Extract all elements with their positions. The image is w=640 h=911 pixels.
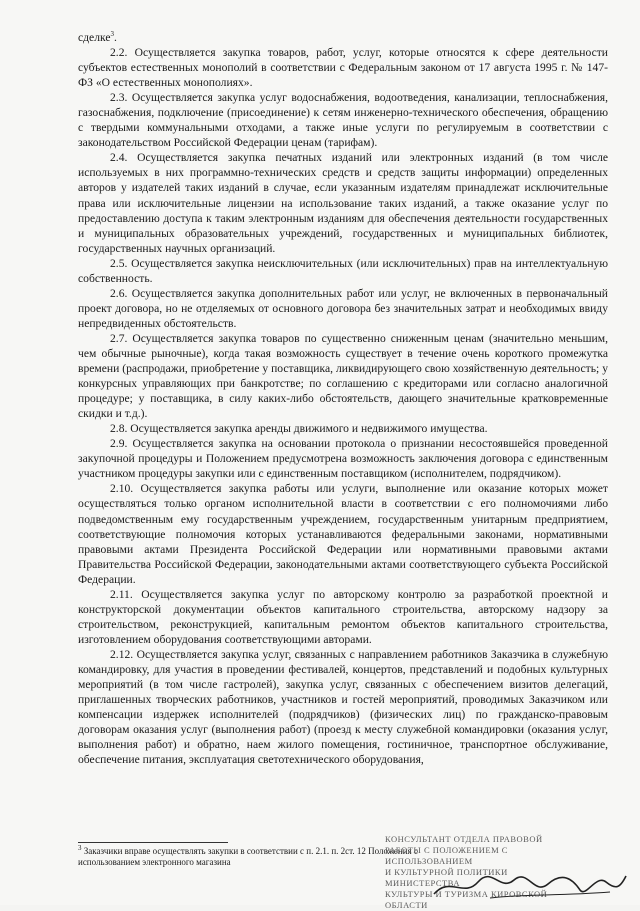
paragraph-text: 2.6. Осуществляется закупка дополнительных работ или услуг, не включенных в первоначальный проект договора, но не отделяемых от основного договора без значительных затрат и необходимых ввиду непредвиденных обстоятельств. [78, 286, 608, 330]
paragraph [78, 286, 608, 331]
document-body [78, 30, 608, 767]
paragraph-text: 2.12. Осуществляется закупка услуг, связанных с направлением работников Заказчика в служебную командировку, для участия в проведении фестивалей, концертов, представлений и подобных культурных мероприятий (в том числе гастролей), закупка услуг, связанных с обеспечением визитов делегаций, приглашенных творческих работников, участников и гостей мероприятий, проводимых Заказчиком или компенсации издержек исполнителей (подрядчиков) (физических лиц) по гражданско-правовым договорам оказания услуг (выполнения работ) (проезд к месту служебной командировки (оказания услуг, выполнения работ) и обратно, наем жилого помещения, гостиничное, транспортное обслуживание, обеспечение питания, эксплуатация светотехнического оборудования, [78, 647, 608, 767]
footnote-ref: 3 [110, 30, 114, 39]
stamp-line: И КУЛЬТУРНОЙ ПОЛИТИКИ МИНИСТЕРСТВА [385, 867, 508, 888]
footnote-text: Заказчики вправе осуществлять закупки в соответствии с п. 2.1. п. 2ст. 12 Положения с использованием электронного магазина [78, 846, 418, 867]
paragraph-text: 2.8. Осуществляется закупка аренды движимого и недвижимого имущества. [110, 422, 488, 436]
paragraph-text: 2.2. Осуществляется закупка товаров, работ, услуг, которые относятся к сфере деятельности субъектов естественных монополий в соответствии с Федеральным законом от 17 августа 1995 г. № 147-ФЗ «О естественных монополиях». [78, 46, 608, 90]
paragraph [78, 150, 608, 255]
paragraph-text: 2.4. Осуществляется закупка печатных изданий или электронных изданий (в том числе используемых в них программно-технических средств и средств защиты информации) определенных авторов у издателей таких изданий в случае, если указанным издателям принадлежат исключительные права или исключительные лицензии на использование таких изданий, а также оказание услуг по предоставлению доступа к таким электронным изданиям для обеспечения деятельности государственных и муниципальных образовательных учреждений, государственных и муниципальных библиотек, государственных научных организаций. [78, 151, 608, 255]
paragraph [78, 481, 608, 586]
paragraph-text: 2.5. Осуществляется закупка неисключительных (или исключительных) прав на интеллектуальную собственность. [78, 256, 608, 285]
paragraph [78, 647, 608, 767]
paragraph [78, 587, 608, 647]
paragraph-text: 2.9. Осуществляется закупка на основании протокола о признании несостоявшейся проведенной закупочной процедуры и Положением предусмотрена возможность заключения договора с единственным участником процедуры закупки или с единственным поставщиком (исполнителем, подрядчиком). [78, 437, 608, 481]
footnote-divider [78, 842, 228, 843]
paragraph [78, 90, 608, 150]
paragraph-text: 2.10. Осуществляется закупка работы или услуги, выполнение или оказание которых может осуществляться только органом исполнительной власти в соответствии с его полномочиями либо подведомственным ему государственным учреждением, государственным унитарным предприятием, соответствующие полномочия которых устанавливаются федеральными законами, нормативными правовыми актами Президента Российской Федерации или нормативными правовыми актами Правительства Российской Федерации, законодательными актами соответствующего субъекта Российской Федерации. [78, 482, 608, 586]
handwritten-signature [430, 868, 630, 902]
paragraph [78, 45, 608, 90]
stamp-line: КОНСУЛЬТАНТ ОТДЕЛА ПРАВОВОЙ [385, 834, 543, 844]
paragraph [78, 30, 608, 45]
paragraph-text: 2.3. Осуществляется закупка услуг водоснабжения, водоотведения, канализации, теплоснабжения, газоснабжения, подключение (присоединение) к сетям инженерно-технического обеспечения, обращению с твердыми коммунальными отходами, а также иные услуги по регулируемым в соответствии с законодательством Российской Федерации ценам (тарифам). [78, 91, 608, 150]
paragraph [78, 436, 608, 481]
paragraph [78, 331, 608, 421]
paragraph-tail: . [113, 31, 117, 44]
paragraph [78, 256, 608, 286]
stamp-line: РАБОТЫ С ПОЛОЖЕНИЕМ С ИСПОЛЬЗОВАНИЕМ [385, 845, 508, 866]
paragraph [78, 421, 608, 436]
paragraph-text: 2.7. Осуществляется закупка товаров по существенно сниженным ценам (значительно меньшим, чем обычные рыночные), когда такая возможность существует в течение очень короткого промежутка времени (распродажи, приобретение у поставщика, ликвидирующего свою хозяйственную деятельность; у конкурсных управляющих при банкротстве; по соглашению с кредиторами или согласно аналогичной процедуре; у поставщика, в силу каких-либо обстоятельств, дающего значительные кратковременные скидки и т.д.). [78, 331, 608, 421]
paragraph-text: 2.11. Осуществляется закупка услуг по авторскому контролю за разработкой проектной и конструкторской документации объектов капитального строительства, авторскому надзору за строительством, реконструкцией, капитальным ремонтом объектов капитального строительства, изготовлением оборудования соответствующими авторами. [78, 587, 608, 646]
stamp-line: КУЛЬТУРЫ И ТУРИЗМА КИРОВСКОЙ ОБЛАСТИ [385, 889, 548, 910]
paragraph-text: сделке [78, 31, 111, 44]
footnote [78, 846, 428, 868]
footnote-marker: 3 [78, 844, 82, 852]
